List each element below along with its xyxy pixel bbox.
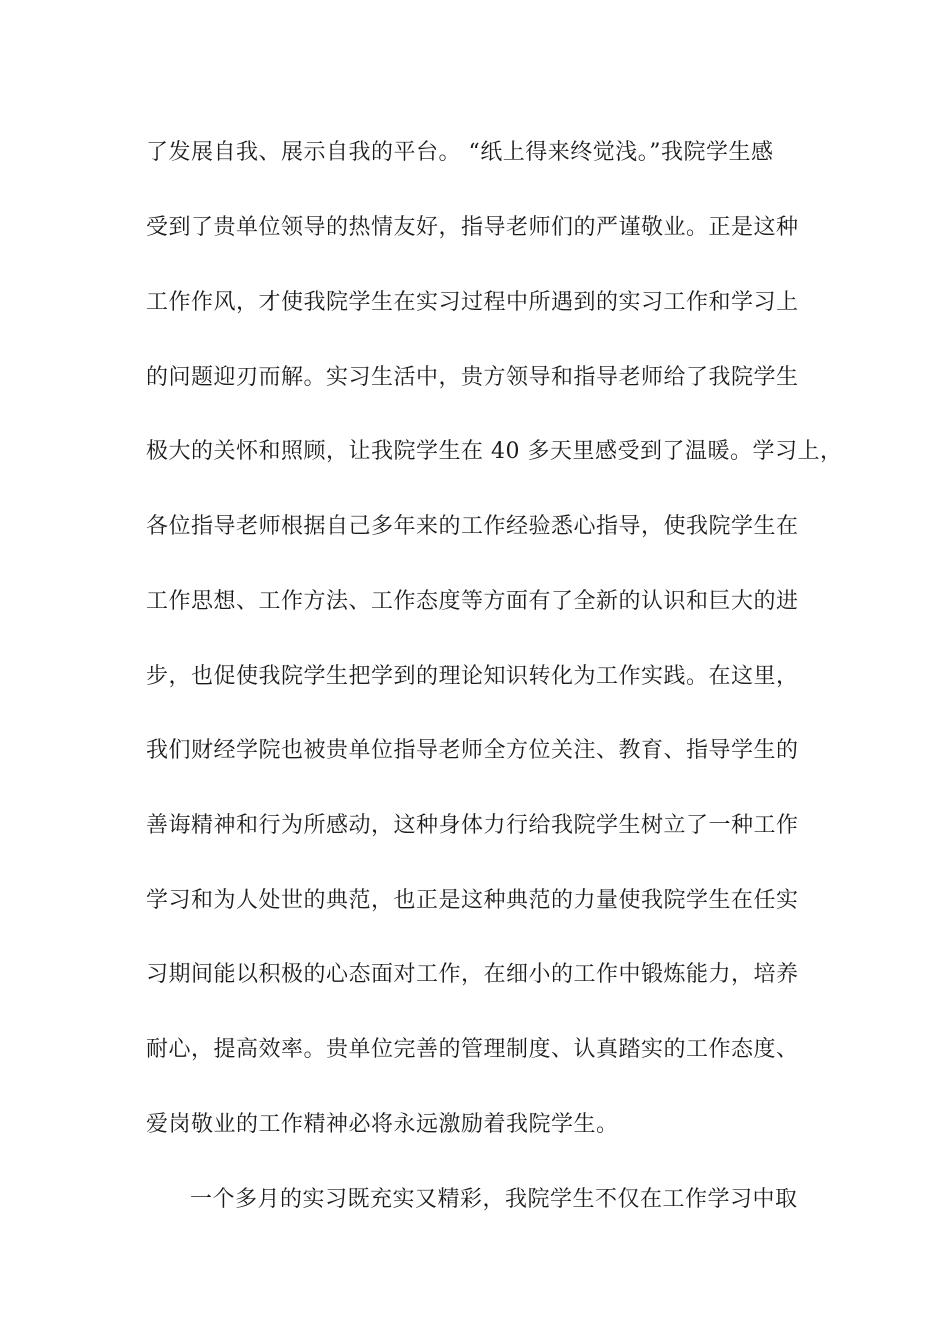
paragraph-line: 善诲精神和行为所感动，这种身体力行给我院学生树立了一种工作 [146, 813, 799, 838]
paragraph-line: 耐心，提高效率。贵单位完善的管理制度、认真踏实的工作态度、 [146, 1037, 799, 1062]
paragraph-line: 学习和为人处世的典范，也正是这种典范的力量使我院学生在任实 [146, 888, 799, 913]
paragraph-line: 步，也促使我院学生把学到的理论知识转化为工作实践。在这里， [146, 664, 799, 689]
paragraph-line: 工作作风，才使我院学生在实习过程中所遇到的实习工作和学习上 [146, 290, 799, 315]
paragraph-line: 爱岗敬业的工作精神必将永远激励着我院学生。 [146, 1112, 619, 1137]
paragraph-line: 工作思想、工作方法、工作态度等方面有了全新的认识和巨大的进 [146, 589, 799, 614]
paragraph-line: 各位指导老师根据自己多年来的工作经验悉心指导，使我院学生在 [146, 514, 799, 539]
paragraph-line: 受到了贵单位领导的热情友好，指导老师们的严谨敬业。正是这种 [146, 215, 799, 240]
paragraph-line: 我们财经学院也被贵单位指导老师全方位关注、教育、指导学生的 [146, 738, 799, 763]
paragraph-first-line: 一个多月的实习既充实又精彩，我院学生不仅在工作学习中取 [190, 1187, 798, 1212]
paragraph-line: 习期间能以积极的心态面对工作，在细小的工作中锻炼能力，培养 [146, 962, 799, 987]
paragraph-line: 极大的关怀和照顾，让我院学生在 40 多天里感受到了温暖。学习上， [146, 439, 843, 464]
paragraph-line: 了发展自我、展示自我的平台。 “纸上得来终觉浅。”我院学生感 [146, 140, 774, 165]
paragraph-line: 的问题迎刃而解。实习生活中，贵方领导和指导老师给了我院学生 [146, 365, 799, 390]
